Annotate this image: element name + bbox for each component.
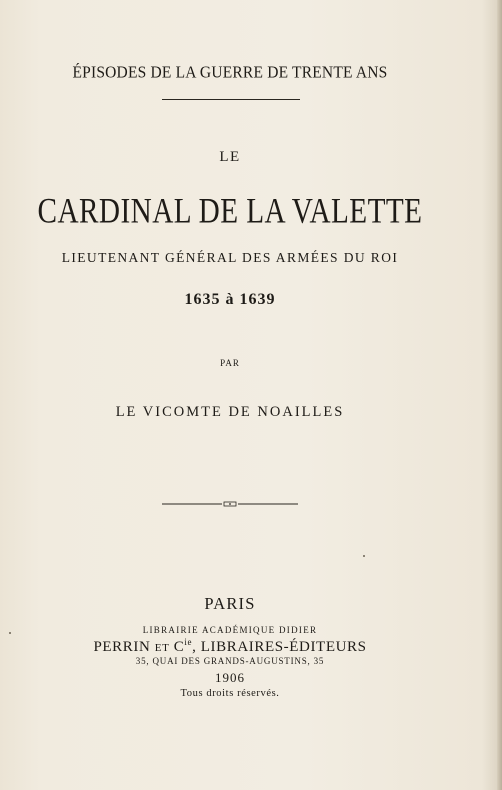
book-subtitle: LIEUTENANT GÉNÉRAL DES ARMÉES DU ROI <box>61 250 399 265</box>
book-title: CARDINAL DE LA VALETTE <box>37 192 423 231</box>
publisher-co-sup: ie <box>184 637 193 647</box>
date-range: 1635 à 1639 <box>184 291 276 308</box>
rights-notice: Tous droits réservés. <box>180 688 280 699</box>
page-edge <box>497 0 502 790</box>
divider-rule <box>162 99 300 100</box>
imprint-publisher <box>0 637 460 656</box>
author-name: LE VICOMTE DE NOAILLES <box>115 404 345 420</box>
by-label: PAR <box>220 358 240 368</box>
paper-speck <box>363 555 365 557</box>
imprint-year: 1906 <box>215 670 245 685</box>
title-article: LE <box>219 149 241 165</box>
publisher-rest: , LIBRAIRES-ÉDITEURS <box>192 639 367 655</box>
imprint-library: LIBRAIRIE ACADÉMIQUE DIDIER <box>142 625 318 635</box>
series-title: ÉPISODES DE LA GUERRE DE TRENTE ANS <box>72 62 388 82</box>
publisher-co: C <box>173 639 185 655</box>
imprint-city: PARIS <box>204 594 256 613</box>
imprint-address: 35, QUAI DES GRANDS-AUGUSTINS, 35 <box>135 656 325 666</box>
ornament-rule <box>160 499 300 509</box>
publisher-name: PERRIN <box>93 639 151 655</box>
paper-speck <box>9 632 11 634</box>
publisher-et: ET <box>154 642 170 654</box>
